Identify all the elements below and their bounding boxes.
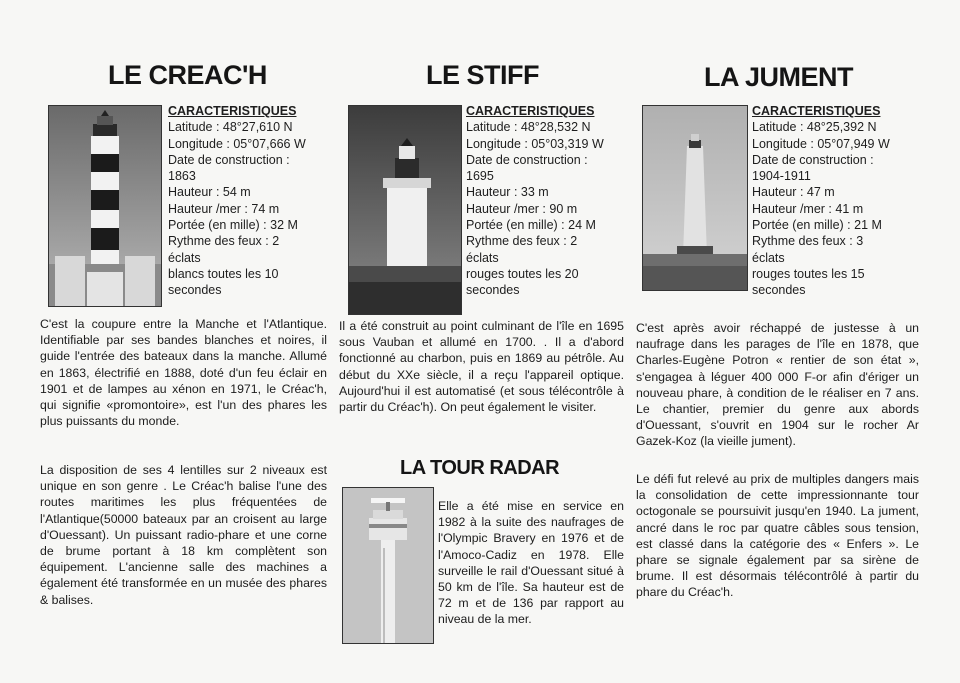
creach-spec-line: Longitude : 05°07,666 W [168, 136, 306, 151]
stiff-spec-line: secondes [466, 283, 520, 298]
creach-spec-line: Latitude : 48°27,610 N [168, 120, 293, 135]
creach-photo [48, 105, 162, 307]
creach-spec-line: éclats [168, 250, 201, 265]
creach-spec-line: blancs toutes les 10 [168, 266, 279, 281]
creach-paragraph-2: La disposition de ses 4 lentilles sur 2 niveaux est unique en son genre . Le Créac'h balise l'une des routes maritimes les plus fréquentées de l'Atlantique(50000 bateaux par an croisent au large d'Ouessant). Un puissant radio-phare et une corne de brume portant à 18 km complètent son équipement. L'ancienne salle des machines a également été transformée en un musée des phares & balises. [40, 463, 327, 607]
creach-paragraph-1: C'est la coupure entre la Manche et l'Atlantique. Identifiable par ses bandes blanches et noires, il guide l'entrée des bateaux dans la manche. Allumé en 1863, électrifié en 1888, doté d'un feu éclair en 1901 et de lampes au xénon en 1971, le Créac'h, qui signifie «promontoire», est l'un des phares les plus puissants du monde. [40, 317, 327, 429]
creach-spec-line: Hauteur : 54 m [168, 185, 251, 200]
stiff-spec-line: éclats [466, 250, 499, 265]
creach-spec-line: secondes [168, 283, 222, 298]
stiff-spec-line: Latitude : 48°28,532 N [466, 120, 591, 135]
radar-title: LA TOUR RADAR [400, 457, 560, 479]
creach-spec-line: 1863 [168, 169, 196, 184]
stiff-spec-line: Longitude : 05°03,319 W [466, 136, 604, 151]
creach-spec-line: Rythme des feux : 2 [168, 234, 280, 249]
stiff-spec-line: Portée (en mille) : 24 M [466, 218, 596, 233]
jument-specs-heading: CARACTERISTIQUES [752, 104, 881, 118]
jument-spec-line: Hauteur /mer : 41 m [752, 201, 864, 216]
stiff-photo [348, 105, 462, 315]
jument-spec-line: Longitude : 05°07,949 W [752, 136, 890, 151]
jument-spec-line: rouges toutes les 15 [752, 266, 865, 281]
creach-title: LE CREAC'H [108, 60, 267, 90]
jument-spec-line: Date de construction : [752, 152, 874, 167]
stiff-spec-line: Date de construction : [466, 152, 588, 167]
creach-spec-line: Date de construction : [168, 152, 290, 167]
stiff-spec-line: 1695 [466, 169, 494, 184]
radar-photo [342, 487, 434, 644]
jument-spec-line: Rythme des feux : 3 [752, 234, 864, 249]
jument-spec-line: secondes [752, 283, 806, 298]
stiff-spec-line: Hauteur : 33 m [466, 185, 549, 200]
creach-specs [168, 103, 306, 299]
stiff-spec-line: rouges toutes les 20 [466, 266, 579, 281]
creach-spec-line: Hauteur /mer : 74 m [168, 201, 280, 216]
jument-paragraph-2: Le défi fut relevé au prix de multiples dangers mais la consolidation de cette impressionnante tour octogonale se poursuivit jusqu'en 1940. La jument, ancré dans le roc par quatre câbles sous tension, est classé dans la catégorie des « Enfers ». Le phare se signale également par sa sirène de brume. Il est désormais télécontrôlé à partir du phare du Créac'h. [636, 472, 919, 600]
stiff-specs [466, 103, 604, 299]
creach-specs-heading: CARACTERISTIQUES [168, 104, 297, 118]
stiff-title: LE STIFF [426, 60, 539, 90]
jument-spec-line: Latitude : 48°25,392 N [752, 120, 877, 135]
stiff-paragraph-1: Il a été construit au point culminant de l'île en 1695 sous Vauban et allumé en 1700. . Il a d'abord fonctionné au charbon, puis en 1869 au pétrôle. Au début du XXe siècle, il a reçu l'appareil optique. Aujourd'hui il est automatisé (et sous télécontrôle à partir du Créac'h). On peut également le visiter. [339, 319, 624, 415]
radar-paragraph-1: Elle a été mise en service en 1982 à la suite des naufrages de l'Olympic Bravery en 1976 et de l'Amoco-Cadiz en 1978. Elle surveille le rail d'Ouessant situé à 50 km de l'île. Sa hauteur est de 72 m et de 136 par rapport au niveau de la mer. [438, 499, 624, 627]
jument-photo [642, 105, 748, 291]
creach-spec-line: Portée (en mille) : 32 M [168, 218, 298, 233]
jument-paragraph-1: C'est après avoir réchappé de justesse à un naufrage dans les parages de l'île en 1878, que Charles-Eugène Potron « rentier de son état », s'engagea à léguer 400 000 F-or afin d'ériger un nouveau phare, à condition de le réaliser en 7 ans. Le chantier, premier du genre aux abords d'Ouessant, s'ouvrit en 1904 sur le rocher Ar Gazek-Koz (la vieille jument). [636, 321, 919, 449]
stiff-spec-line: Hauteur /mer : 90 m [466, 201, 578, 216]
stiff-specs-heading: CARACTERISTIQUES [466, 104, 595, 118]
stiff-spec-line: Rythme des feux : 2 [466, 234, 578, 249]
jument-spec-line: éclats [752, 250, 785, 265]
jument-spec-line: Portée (en mille) : 21 M [752, 218, 882, 233]
jument-title: LA JUMENT [704, 62, 853, 92]
jument-spec-line: Hauteur : 47 m [752, 185, 835, 200]
jument-specs [752, 103, 890, 299]
jument-spec-line: 1904-1911 [752, 169, 811, 184]
